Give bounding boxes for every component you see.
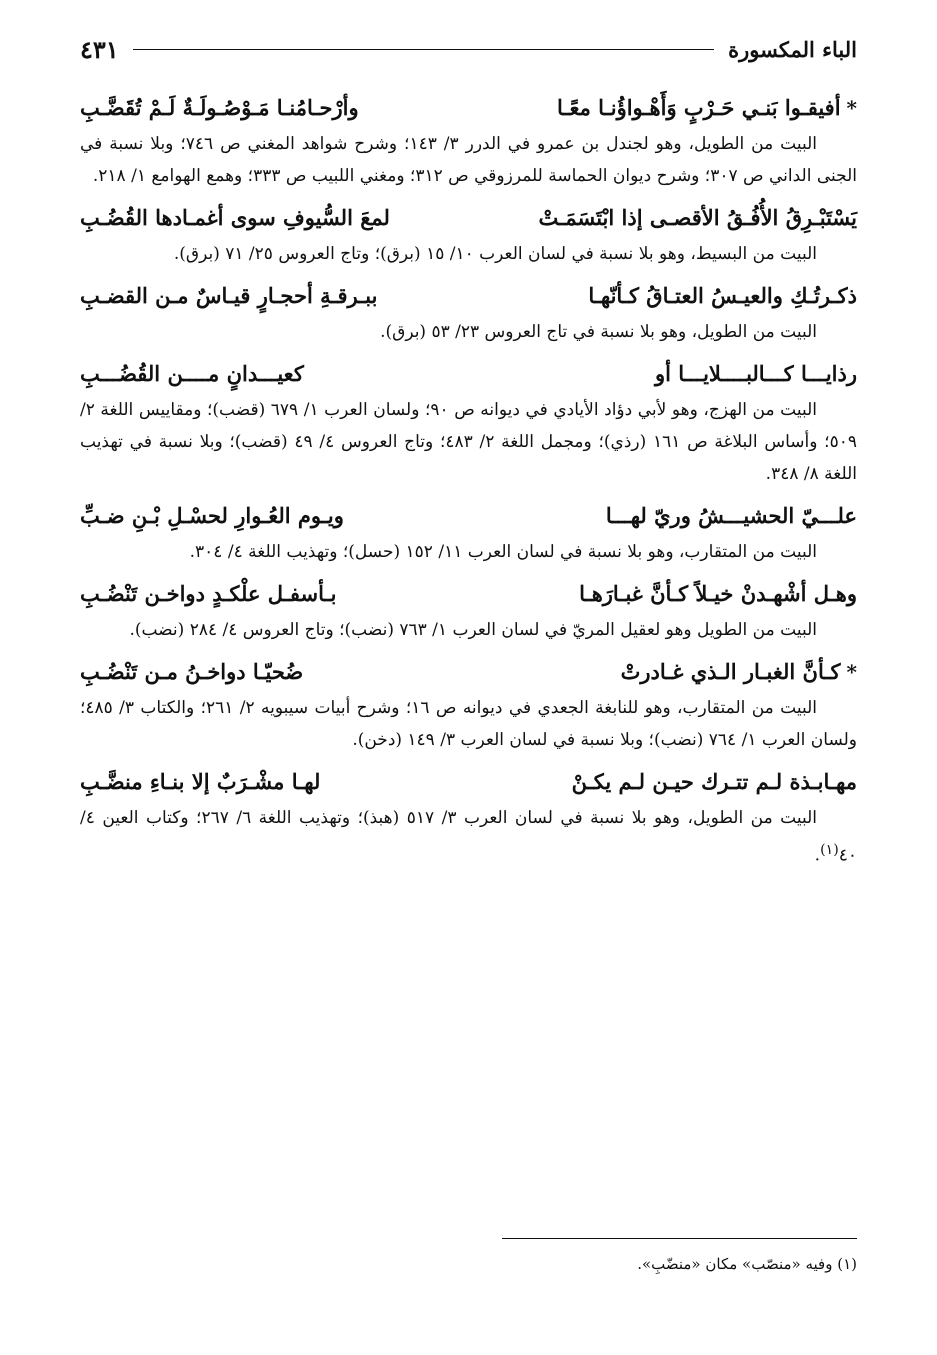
verse (80, 496, 857, 536)
page-number: ٤٣١ (80, 34, 119, 64)
verse-second-hemistich: ببـرقـةِ أحجـارٍ قيـاسٌ مـن القضـبِ (80, 283, 378, 308)
entry (80, 574, 857, 646)
verse-second-hemistich: لمعَ السُّيوفِ سوى أغمـادها القُضُـبِ (80, 205, 390, 230)
verse (80, 762, 857, 802)
verse-first-hemistich (557, 88, 857, 128)
verse (80, 88, 857, 128)
star-marker: * (846, 96, 857, 120)
footnote-rule (502, 1238, 857, 1239)
commentary: البيت من الطويل وهو لعقيل المريّ في لسان العرب ١/ ٧٦٣ (نضب)؛ وتاج العروس ٤/ ٢٨٤ (نضب). (129, 620, 817, 640)
verse-first-hemistich: يَسْتَبْـرِقُ الأُفُـقُ الأقصـى إذا ابْتَسَمَـتْ (538, 205, 857, 230)
verse (80, 198, 857, 238)
verse-first-hemistich: وهـل أشْهـدنْ خيـلاً كـأنَّ غبـارَهـا (579, 581, 857, 606)
verse-first-hemistich: مهـابـذة لـم تتـرك حيـن لـم يكـنْ (571, 769, 857, 794)
commentary-end: . (814, 845, 821, 866)
verse-first-hemistich: علـــيّ الحشيـــشُ وريّ لهـــا (605, 503, 857, 528)
verse-second-hemistich: لهـا مشْـرَبٌ إلا بنـاءِ منضَّـبِ (80, 769, 321, 794)
commentary (80, 802, 857, 872)
verse-first-hemistich: ذكـرتُـكِ والعيـسُ العتـاقُ كـأنّهـا (588, 283, 857, 308)
verse (80, 652, 857, 692)
page-header (80, 32, 857, 66)
commentary-text: البيت من الطويل، وهو بلا نسبة في لسان العرب ٣/ ٥١٧ (هبذ)؛ وتهذيب اللغة ٦/ ٢٦٧؛ وكتاب العين ٤/ ٤٠ (80, 808, 857, 866)
star-marker: * (846, 660, 857, 684)
verse (80, 354, 857, 394)
footnote: (١) وفيه «منصّب» مكان «منضّبِ». (637, 1255, 857, 1273)
entry (80, 496, 857, 568)
entry (80, 762, 857, 872)
entry (80, 652, 857, 756)
entry (80, 198, 857, 270)
verse (80, 574, 857, 614)
commentary: البيت من البسيط، وهو بلا نسبة في لسان العرب ١٠/ ١٥ (برق)؛ وتاج العروس ٢٥/ ٧١ (برق). (173, 244, 817, 264)
entry (80, 354, 857, 490)
verse-right-text: أفيقـوا بَنـي حَـرْبٍ وَأَهْـواؤُنـا معًـا (556, 95, 841, 120)
verse-second-hemistich: ويـوم العُـوارِ لحسْـلِ بْـنِ ضـبِّ (80, 503, 344, 528)
commentary: البيت من الهزج، وهو لأبي دؤاد الأيادي في ديوانه ص ٩٠؛ ولسان العرب ١/ ٦٧٩ (قضب)؛ ومقاييس اللغة ٢/ ٥٠٩؛ وأساس البلاغة ص ١٦١ (رذي)؛ ومجمل اللغة ٢/ ٤٨٣؛ وتاج العروس ٤/ ٤٩ (قضب)؛ وبلا نسبة في تهذيب اللغة ٨/ ٣٤٨. (80, 400, 857, 484)
commentary: البيت من الطويل، وهو لجندل بن عمرو في الدرر ٣/ ١٤٣؛ وشرح شواهد المغني ص ٧٤٦؛ وبلا نسبة في الجنى الداني ص ٣٠٧؛ وشرح ديوان الحماسة للمرزوقي ص ٣١٢؛ ومغني اللبيب ص ٣٣٣؛ وهمع الهوامع ١/ ٢١٨. (80, 134, 857, 186)
verse-second-hemistich: ضُحيّـا دواخـنُ مـن تَنْضُـبِ (80, 659, 304, 684)
commentary: البيت من المتقارب، وهو للنابغة الجعدي في ديوانه ص ١٦؛ وشرح أبيات سيبويه ٢/ ٢٦١؛ والكتاب ٣/ ٤٨٥؛ ولسان العرب ١/ ٧٦٤ (نضب)؛ وبلا نسبة في لسان العرب ٣/ ١٤٩ (دخن). (80, 698, 857, 750)
verse-first-hemistich: رذايـــا كـــالبــــلايـــا أو (654, 361, 857, 386)
commentary: البيت من المتقارب، وهو بلا نسبة في لسان العرب ١١/ ١٥٢ (حسل)؛ وتهذيب اللغة ٤/ ٣٠٤. (189, 542, 817, 562)
verse-first-hemistich (621, 652, 857, 692)
entries (80, 88, 857, 878)
verse-second-hemistich: بـأسفـل علْكـدٍ دواخـن تَنْضُـبِ (80, 581, 337, 606)
verse-second-hemistich: وأرْحـامُنـا مَـوْصُـولَـةٌ لَـمْ تُقَضَّـبِ (80, 95, 359, 120)
footnote-reference[interactable]: (١) (820, 842, 839, 858)
entry (80, 88, 857, 192)
entry (80, 276, 857, 348)
verse (80, 276, 857, 316)
header-rule (133, 49, 714, 50)
running-title: الباء المكسورة (728, 36, 857, 62)
verse-right-text: كـأنَّ الغبـار الـذي غـادرتْ (620, 659, 841, 684)
commentary: البيت من الطويل، وهو بلا نسبة في تاج العروس ٢٣/ ٥٣ (برق). (380, 322, 817, 342)
verse-second-hemistich: كعيـــدانٍ مــــن القُضُـــبِ (80, 361, 304, 386)
